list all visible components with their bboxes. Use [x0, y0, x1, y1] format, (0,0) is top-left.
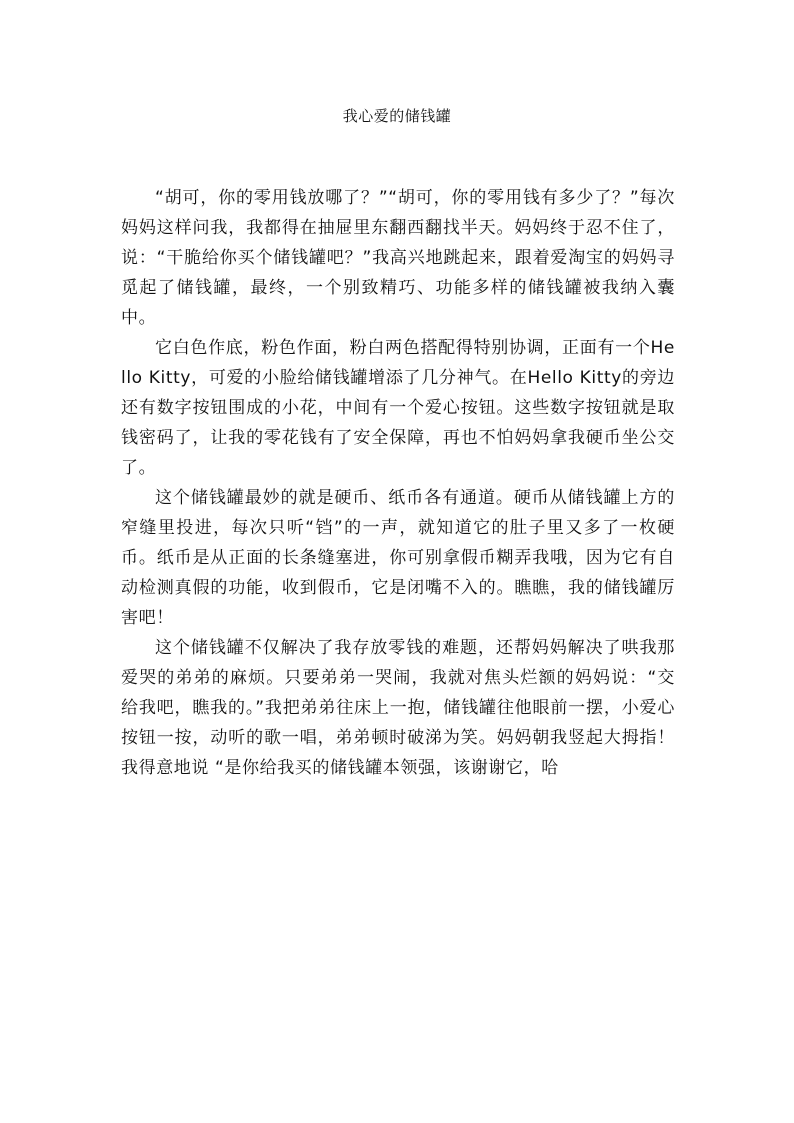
- paragraph: 这个储钱罐不仅解决了我存放零钱的难题，还帮妈妈解决了哄我那爱哭的弟弟的麻烦。只要弟弟一哭闹，我就对焦头烂额的妈妈说：“交给我吧，瞧我的。”我把弟弟往床上一抱，储钱罐往他眼前一摆，小爱心按钮一按，动听的歌一唱，弟弟顿时破涕为笑。妈妈朝我竖起大拇指！我得意地说 “是你给我买的储钱罐本领强，该谢谢它，哈: [121, 638, 675, 778]
- paragraph: “胡可，你的零用钱放哪了？”“胡可，你的零用钱有多少了？”每次妈妈这样问我，我都得在抽屉里东翻西翻找半天。妈妈终于忍不住了，说：“干脆给你买个储钱罐吧？”我高兴地跳起来，跟着爱淘宝的妈妈寻觅起了储钱罐，最终，一个别致精巧、功能多样的储钱罐被我纳入囊中。: [121, 188, 675, 328]
- paragraph: 它白色作底，粉色作面，粉白两色搭配得特别协调，正面有一个Hello Kitty，可爱的小脸给储钱罐增添了几分神气。在Hello Kitty的旁边还有数字按钮围成的小花，中间有一个爱心按钮。这些数字按钮就是取钱密码了，让我的零花钱有了安全保障，再也不怕妈妈拿我硬币坐公交了。: [121, 338, 675, 478]
- document-body: [121, 183, 675, 783]
- document-title: 我心爱的储钱罐: [342, 107, 452, 125]
- paragraph: 这个储钱罐最妙的就是硬币、纸币各有通道。硬币从储钱罐上方的窄缝里投进，每次只听“铛”的一声，就知道它的肚子里又多了一枚硬币。纸币是从正面的长条缝塞进，你可别拿假币糊弄我哦，因为它有自动检测真假的功能，收到假币，它是闭嘴不入的。瞧瞧，我的储钱罐厉害吧！: [121, 488, 675, 628]
